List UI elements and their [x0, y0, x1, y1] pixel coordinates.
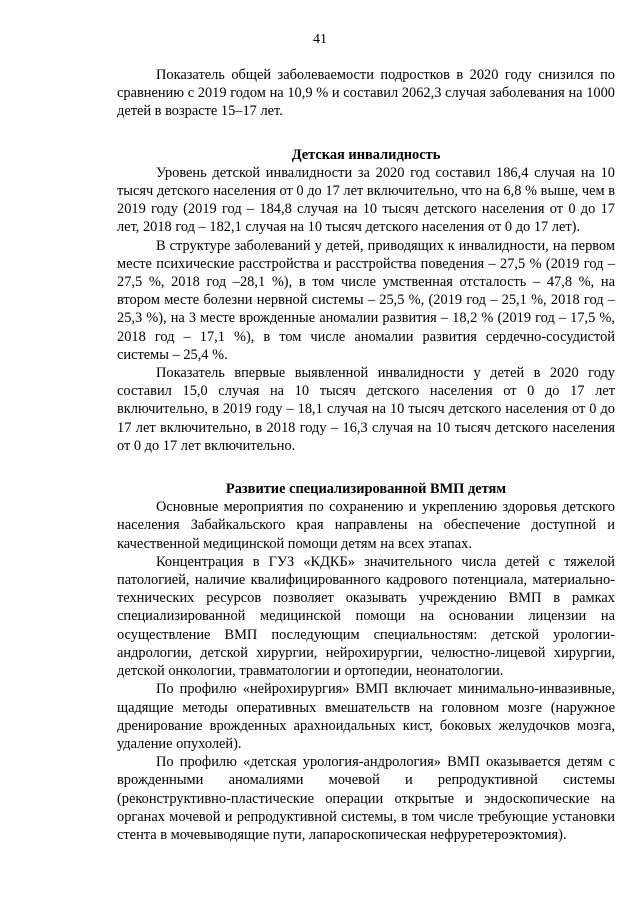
intro-paragraph: Показатель общей заболеваемости подростков в 2020 году снизился по сравнению с 2019 годом на 10,9 % и составил 2062,3 случая заболевания на 1000 детей в возрасте 15–17 лет.	[117, 67, 615, 120]
disability-paragraph: Уровень детской инвалидности за 2020 год составил 186,4 случая на 10 тысяч детского населения от 0 до 17 лет включительно, что на 6,8 % выше, чем в 2019 году (2019 год – 184,8 случая на 10 тысяч детского населения от 0 до 17 лет, 2018 год – 182,1 случая на 10 тысяч детского населения от 0 до 17 лет).	[117, 164, 615, 236]
vmp-paragraph: По профилю «нейрохирургия» ВМП включает минимально-инвазивные, щадящие методы оперативных вмешательств на головном мозге (наружное дренирование врожденных арахноидальных кист, боковых желудочков мозга, удаление опухолей).	[117, 681, 615, 752]
section-heading-disability: Детская инвалидность	[291, 146, 441, 163]
vmp-paragraph: Основные мероприятия по сохранению и укреплению здоровья детского населения Забайкальского края направлены на обеспечение доступной и качественной медицинской помощи детям на всех этапах.	[117, 499, 615, 552]
vmp-paragraph: Концентрация в ГУЗ «КДКБ» значительного числа детей с тяжелой патологией, наличие квалифицированного кадрового потенциала, материально-технических ресурсов позволяет оказывать учреждению ВМП в рамках специализированной медицинской помощи на основании лицензии на осуществление ВМП последующим специальностям: детской урологии-андрологии, детской хирургии, нейрохирургии, челюстно-лицевой хирургии, детской онкологии, травматологии и ортопедии, неонатологии.	[117, 553, 615, 680]
document-body	[117, 66, 615, 844]
section-heading-vmp: Развитие специализированной ВМП детям	[225, 481, 507, 498]
spacer	[117, 455, 615, 480]
disability-paragraph: Показатель впервые выявленной инвалидности у детей в 2020 году составил 15,0 случая на 10 тысяч детского населения от 0 до 17 лет включительно, в 2019 году – 18,1 случая на 10 тысяч детского населения от 0 до 17 лет включительно, в 2018 году – 16,3 случая на 10 тысяч детского населения от 0 до 17 лет включительно.	[117, 365, 615, 454]
spacer	[117, 121, 615, 146]
page-number: 41	[313, 32, 327, 47]
vmp-paragraph: По профилю «детская урология-андрология» ВМП оказывается детям с врожденными аномалиями мочевой и репродуктивной системы (реконструктивно-пластические операции открытые и эндоскопические на органах мочевой и репродуктивной системы, в том числе требующие установки стента в мочевыводящие пути, лапароскопическая нефруретероэктомия).	[117, 754, 615, 843]
disability-paragraph: В структуре заболеваний у детей, приводящих к инвалидности, на первом месте психические расстройства и расстройства поведения – 27,5 % (2019 год – 27,5 %, 2018 год –28,1 %), в том числе умственная отсталость – 47,8 %, на втором месте болезни нервной системы – 25,5 %, (2019 год – 25,1 %, 2018 год – 25,3 %), на 3 месте врожденные аномалии развития – 18,2 % (2019 год – 17,5 %, 2018 год – 17,1 %), в том числе аномалии развития сердечно-сосудистой системы – 25,4 %.	[117, 237, 615, 363]
